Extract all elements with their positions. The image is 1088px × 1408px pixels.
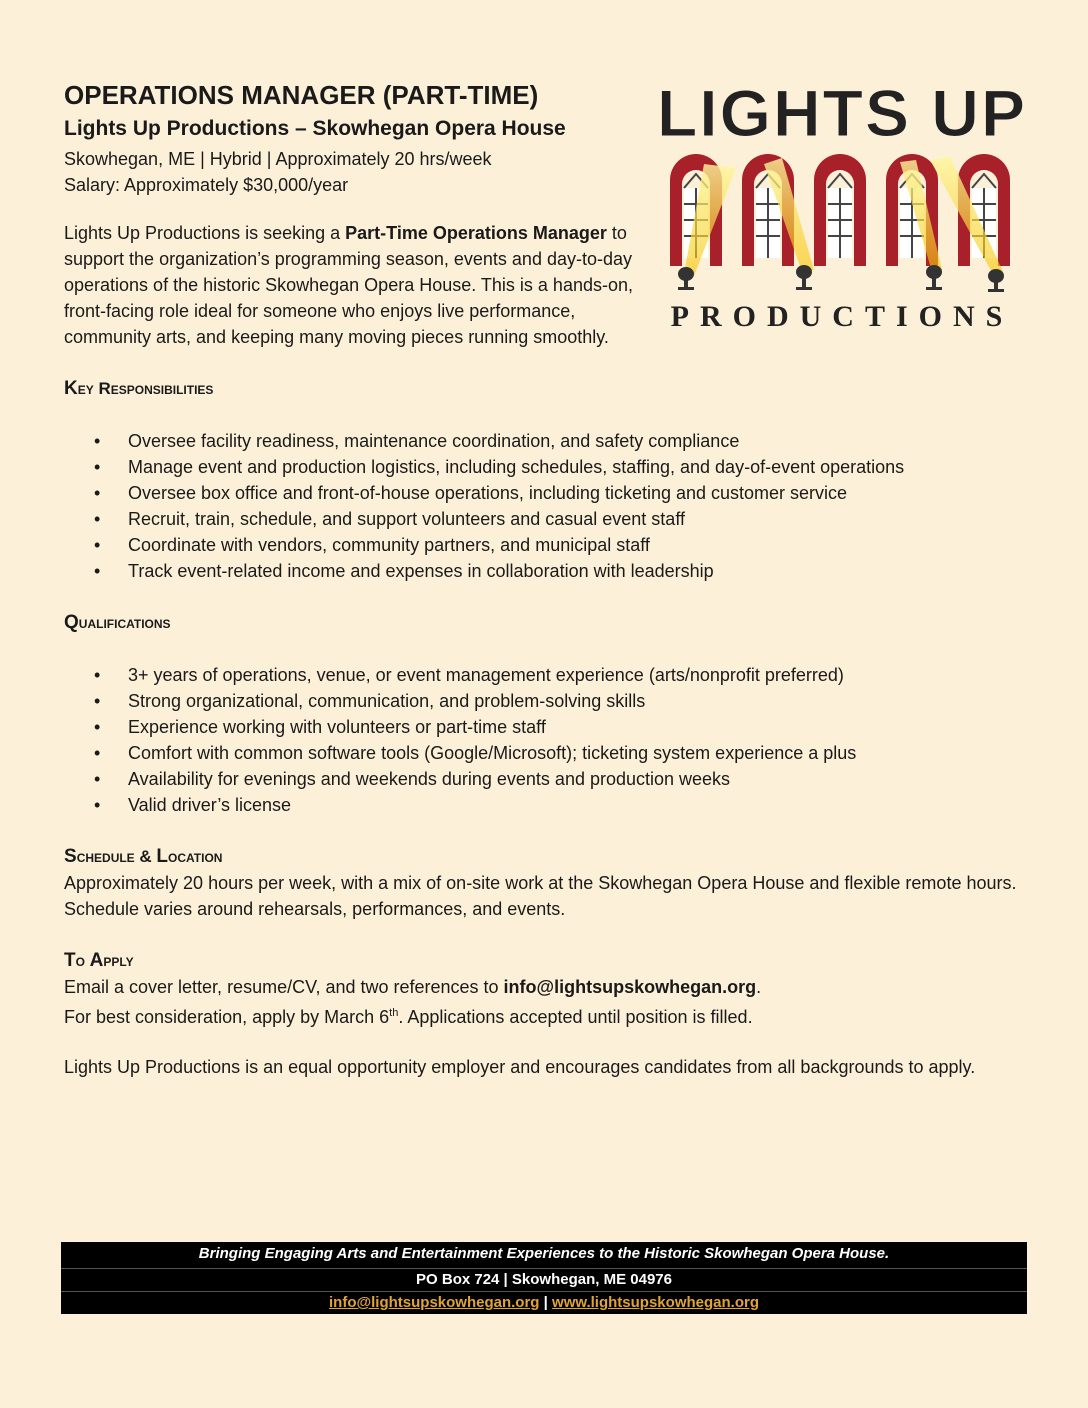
list-item: • 3+ years of operations, venue, or event management experience (arts/nonprofit preferred): [128, 662, 1024, 688]
schedule-heading: Schedule & Location: [64, 846, 223, 867]
list-item: • Track event-related income and expenses in collaboration with leadership: [128, 558, 1024, 584]
list-item: • Strong organizational, communication, and problem-solving skills: [128, 688, 1024, 714]
apply-line-2: For best consideration, apply by March 6th. Applications accepted until position is filled.: [64, 1007, 753, 1027]
list-item: • Oversee facility readiness, maintenance coordination, and safety compliance: [128, 428, 1024, 454]
responsibilities-heading: Key Responsibilities: [64, 378, 214, 399]
footer-links: [61, 1292, 1027, 1314]
intro-role-name: Part-Time Operations Manager: [345, 223, 607, 243]
logo-top-text: LIGHTS UP: [656, 76, 1028, 150]
responsibilities-list: [64, 428, 1024, 584]
intro-text-end: to support the organization’s programming season, events and day-to-day operations of the historic Skowhegan Opera House. This is a hands-on, front-facing role ideal for someone who enjoys live performance, community arts, and keeping many moving pieces running smoothly.: [64, 223, 633, 347]
footer-bar: [61, 1242, 1027, 1314]
list-item: • Experience working with volunteers or part-time staff: [128, 714, 1024, 740]
footer-email-link[interactable]: info@lightsupskowhegan.org: [329, 1294, 540, 1311]
list-item: • Coordinate with vendors, community partners, and municipal staff: [128, 532, 1024, 558]
apply-email[interactable]: info@lightsupskowhegan.org: [503, 977, 757, 997]
schedule-text: Approximately 20 hours per week, with a mix of on-site work at the Skowhegan Opera House and flexible remote hours. Schedule varies around rehearsals, performances, and events.: [64, 873, 1017, 919]
apply-heading: To Apply: [64, 950, 134, 971]
qualifications-list: [64, 662, 1024, 818]
organization-subtitle: Lights Up Productions – Skowhegan Opera House: [64, 117, 566, 140]
intro-paragraph: [64, 220, 644, 350]
intro-text-start: Lights Up Productions is seeking a: [64, 223, 346, 243]
apply-line-1: Email a cover letter, resume/CV, and two references to info@lightsupskowhegan.org.: [64, 977, 762, 997]
footer-website-link[interactable]: www.lightsupskowhegan.org: [552, 1294, 759, 1311]
footer-separator: |: [539, 1294, 553, 1311]
list-item: • Manage event and production logistics, including schedules, staffing, and day-of-event operations: [128, 454, 1024, 480]
footer-address: PO Box 724 | Skowhegan, ME 04976: [61, 1269, 1027, 1292]
list-item: • Comfort with common software tools (Google/Microsoft); ticketing system experience a plus: [128, 740, 1024, 766]
location-line: Skowhegan, ME | Hybrid | Approximately 20 hrs/week: [64, 149, 492, 169]
qualifications-heading: Qualifications: [64, 612, 171, 633]
logo-bottom-text: PRODUCTIONS: [670, 300, 1014, 333]
eeo-statement: Lights Up Productions is an equal opportunity employer and encourages candidates from all backgrounds to apply.: [64, 1057, 976, 1077]
list-item: • Recruit, train, schedule, and support volunteers and casual event staff: [128, 506, 1024, 532]
page-title: OPERATIONS MANAGER (PART-TIME): [64, 80, 539, 110]
job-posting: [64, 78, 1024, 1080]
footer-tagline: Bringing Engaging Arts and Entertainment Experiences to the Historic Skowhegan Opera House.: [61, 1242, 1027, 1269]
list-item: • Oversee box office and front-of-house operations, including ticketing and customer service: [128, 480, 1024, 506]
salary-line: Salary: Approximately $30,000/year: [64, 175, 349, 195]
list-item: • Valid driver’s license: [128, 792, 1024, 818]
list-item: • Availability for evenings and weekends during events and production weeks: [128, 766, 1024, 792]
